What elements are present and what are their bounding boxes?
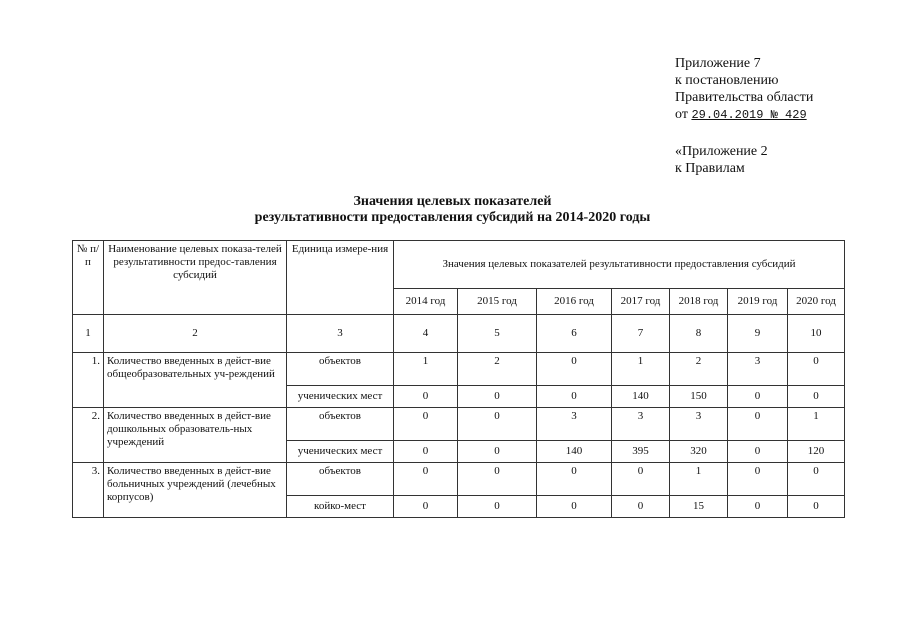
table-row — [73, 408, 845, 441]
value-cell: 0 — [394, 463, 458, 496]
value-cell: 0 — [728, 496, 788, 518]
table-row — [73, 463, 845, 496]
value-cell: 2 — [458, 353, 537, 386]
value-cell: 0 — [537, 463, 612, 496]
value-cell: 120 — [788, 441, 845, 463]
header-values-group: Значения целевых показателей результативности предоставления субсидий — [394, 241, 845, 289]
document-title-line-2: результативности предоставления субсидий на 2014-2020 годы — [254, 210, 651, 225]
header-year: 2016 год — [537, 289, 612, 315]
value-cell: 0 — [394, 441, 458, 463]
unit-cell: объектов — [287, 408, 394, 441]
value-cell: 0 — [788, 353, 845, 386]
value-cell: 3 — [728, 353, 788, 386]
value-cell: 0 — [537, 353, 612, 386]
value-cell: 0 — [458, 386, 537, 408]
value-cell: 0 — [394, 386, 458, 408]
row-number: 3. — [73, 463, 104, 518]
value-cell: 1 — [394, 353, 458, 386]
table-row — [73, 353, 845, 386]
column-number: 5 — [458, 315, 537, 353]
value-cell: 150 — [670, 386, 728, 408]
value-cell: 1 — [612, 353, 670, 386]
unit-cell: объектов — [287, 353, 394, 386]
value-cell: 0 — [728, 441, 788, 463]
value-cell: 3 — [537, 408, 612, 441]
value-cell: 0 — [728, 408, 788, 441]
header-year: 2017 год — [612, 289, 670, 315]
value-cell: 0 — [458, 463, 537, 496]
value-cell: 395 — [612, 441, 670, 463]
appendix-date-value: 29.04.2019 № 429 — [691, 108, 807, 122]
value-cell: 0 — [458, 441, 537, 463]
indicator-name: Количество введенных в дейст-вие больничных учреждений (лечебных корпусов) — [104, 463, 287, 518]
value-cell: 3 — [670, 408, 728, 441]
value-cell: 3 — [612, 408, 670, 441]
value-cell: 0 — [537, 496, 612, 518]
header-year: 2018 год — [670, 289, 728, 315]
appendix-line-1: Приложение 7 — [675, 56, 761, 71]
value-cell: 1 — [670, 463, 728, 496]
indicator-name: Количество введенных в дейст-вие дошкольных образователь-ных учреждений — [104, 408, 287, 463]
value-cell: 0 — [537, 386, 612, 408]
indicators-table — [72, 240, 845, 518]
value-cell: 15 — [670, 496, 728, 518]
header-unit: Единица измере-ния — [287, 241, 394, 315]
value-cell: 0 — [788, 496, 845, 518]
value-cell: 320 — [670, 441, 728, 463]
appendix-date-prefix: от — [675, 107, 688, 122]
value-cell: 0 — [728, 386, 788, 408]
value-cell: 0 — [788, 463, 845, 496]
row-number: 2. — [73, 408, 104, 463]
header-name: Наименование целевых показа-телей результативности предос-тавления субсидий — [104, 241, 287, 315]
document-title-line-1: Значения целевых показателей — [353, 194, 552, 209]
header-year: 2020 год — [788, 289, 845, 315]
appendix-block — [675, 55, 813, 124]
unit-cell: ученических мест — [287, 386, 394, 408]
value-cell: 1 — [788, 408, 845, 441]
appendix2-line-1: «Приложение 2 — [675, 144, 768, 159]
column-number: 4 — [394, 315, 458, 353]
appendix-line-3: Правительства области — [675, 90, 814, 105]
header-year: 2014 год — [394, 289, 458, 315]
header-row-1 — [73, 241, 845, 289]
column-number: 8 — [670, 315, 728, 353]
value-cell: 0 — [788, 386, 845, 408]
appendix2-line-2: к Правилам — [675, 161, 745, 176]
header-year: 2019 год — [728, 289, 788, 315]
value-cell: 0 — [394, 496, 458, 518]
unit-cell: объектов — [287, 463, 394, 496]
column-number: 6 — [537, 315, 612, 353]
value-cell: 0 — [394, 408, 458, 441]
appendix2-block — [675, 143, 768, 177]
column-number: 2 — [104, 315, 287, 353]
column-number: 9 — [728, 315, 788, 353]
value-cell: 0 — [458, 496, 537, 518]
header-year: 2015 год — [458, 289, 537, 315]
indicator-name: Количество введенных в дейст-вие общеобразовательных уч-реждений — [104, 353, 287, 408]
value-cell: 140 — [537, 441, 612, 463]
value-cell: 2 — [670, 353, 728, 386]
appendix-date-line — [675, 106, 813, 124]
row-number: 1. — [73, 353, 104, 408]
header-num: № п/п — [73, 241, 104, 315]
unit-cell: ученических мест — [287, 441, 394, 463]
column-number: 7 — [612, 315, 670, 353]
value-cell: 0 — [458, 408, 537, 441]
column-number: 3 — [287, 315, 394, 353]
value-cell: 140 — [612, 386, 670, 408]
column-number-row — [73, 315, 845, 353]
column-number: 10 — [788, 315, 845, 353]
value-cell: 0 — [612, 496, 670, 518]
appendix-line-2: к постановлению — [675, 73, 779, 88]
unit-cell: койко-мест — [287, 496, 394, 518]
column-number: 1 — [73, 315, 104, 353]
value-cell: 0 — [728, 463, 788, 496]
value-cell: 0 — [612, 463, 670, 496]
